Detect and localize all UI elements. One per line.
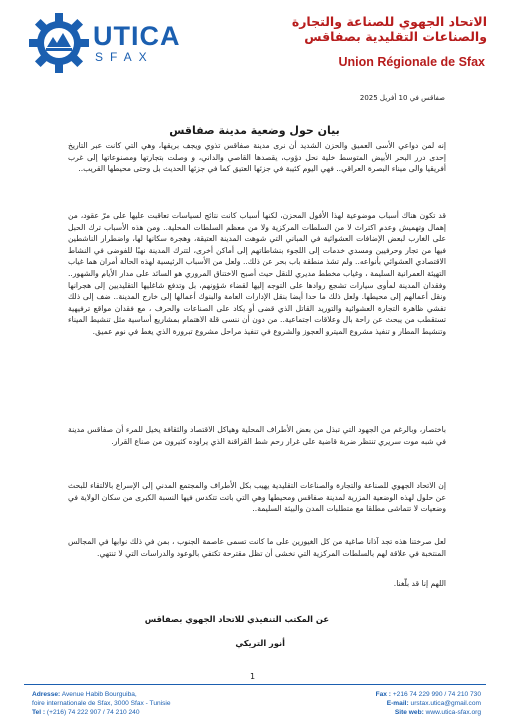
paragraph-6: اللهم إنا قد بلّغنا.	[393, 579, 446, 588]
union-name-arabic	[292, 14, 487, 44]
union-ar-line2: والصناعات التقليدية بصفاقس	[304, 29, 487, 44]
site-label: Site web:	[394, 709, 424, 716]
fax-value: +216 74 229 990 / 74 210 730	[392, 691, 481, 698]
tel-label: Tel :	[32, 709, 46, 716]
address-line1: Avenue Habib Bourguiba,	[61, 691, 137, 698]
paragraph-5: لعل صرختنا هذه تجد آذانا صاغية من كل الغيورين على ما كانت تسمى عاصمة الجنوب ، بمن في ذلك نوابها في المجالس المنتخبة في علاقة لهم بالسلطات المركزية التي نخشى أن تظل مقترحة تكتفي بالوعود والدراسات التي لا تنتهي.	[68, 537, 446, 558]
logo-name: UTICA	[93, 21, 181, 51]
union-name-french: Union Régionale de Sfax	[338, 55, 485, 69]
page-number: 1	[250, 672, 256, 681]
paragraph-1: إنه لمن دواعي الأسى العميق والحزن الشديد أن نرى مدينة صفاقس تذوي ويجف بريقها، وهي التي كانت عبر التاريخ إحدى درر البحر الأبيض المتوسط خلية نحل دؤوب، يقصدها القاصي والداني، و وصلت بتجارتها ومصنوعاتها إلى غرب أفريقيا والى ميناء البصرة العراقي.. فهي اليوم كئيبة في جزئها العتيق كما في جزئها الحديث بل وحتى محيطها القريب..	[68, 141, 446, 174]
letterhead	[0, 0, 509, 92]
tel-value: (+216) 74 222 907 / 74 210 240	[46, 709, 140, 716]
union-ar-line1: الاتحاد الجهوي للصناعة والتجارة	[291, 14, 487, 29]
email-link[interactable]: urstax.utica@gmail.com	[410, 700, 481, 707]
footer-divider	[24, 684, 486, 685]
paragraph-2: قد تكون هناك أسباب موضوعية لهذا الأفول المحزن، لكنها أسباب كانت نتائج لسياسات تعاقبت عليها على مرّ عقود، من إهمال وتهميش وعدم اكتراث لا من السلطات المركزية ولا من معظم السلطات المحلية.. ومن هذه الأسباب ترك الحبل على الغارب لبعض الإضافات العشوائية في المباني التي شوهت المدينة العتيقة، وهجرة سكانها لها، واضطرار الناشطين فيها من تجار وحرفيين ومسدي خدمات إلى اللجوء بنشاطاتهم إلى أماكن أخرى، لتترك المدينة نهبًا للفوضى في النشاط الاقتصادي العشوائي بأنواعه.. ولم تشذ منطقة باب بحر عن ذلك.. ولعل من الأسباب الرئيسية لهذه الحالة أمران هما غياب التهيئة العمرانية السليمة ، وغياب مخطط مديري للنقل حيث أصبح الاختناق المروري هو السائد على مدار الأيام والشهور.. وفقدان المدينة لمأوى سيارات تشجع روادها على التوجه إليها لقضاء شؤونهم، بل وتدفع شاغليها التقليديين إلى هجرانها ونقل أعمالهم إلى محيطها. ولعل ذلك ما حدا أيضا بنقل الإدارات العامة والبنوك أعمالها إلى خارج المدينة.. ضف إلى ذلك تفشي ظاهرة التجارة العشوائية والتوريد القاتل الذي قضى أو يكاد على الصناعات والحرف ، مع فقدان مواقع ترفيهية تستقطب من يبحث عن راحة بال وعلاقات اجتماعية.. من دون أن ننسى قلة الاهتمام بمشاريع أساسية مثل تنشيط الميناء وتنشيط المطار و تنفيذ مشروع الميترو العجوز والشروع في تنفيذ مراحل مشروع تبرورة الذي يغط في نوم عميق.	[68, 211, 446, 336]
email-label: E-mail:	[386, 700, 409, 707]
footer-contact	[376, 690, 481, 717]
document-title: بيان حول وضعية مدينة صفاقس	[169, 124, 340, 137]
paragraph-4: إن الاتحاد الجهوي للصناعة والتجارة والصناعات التقليدية يهيب بكل الأطراف والمجتمع المدني إلى الإسراع بالالتقاء للبحث عن حلول لهذه الوضعية المزرية لمدينة صفاقس ومحيطها وهي التي باتت تتكدس فيها النسبة الكبرى من سكان الولاية في وضعيات لا تتماشى مطلقا مع متطلبات المدن والبيئة السليمة..	[68, 481, 446, 514]
signature-office: عن المكتب التنفيذي للاتحاد الجهوي بصفاقس	[144, 614, 329, 624]
utica-gear-logo-icon	[27, 11, 91, 75]
address-label: Adresse:	[32, 691, 61, 698]
signature-name: أنور التريكي	[235, 638, 285, 648]
document-date: صفاقس في 10 أفريل 2025	[359, 94, 445, 102]
utica-logo	[93, 22, 181, 64]
logo-city: SFAX	[95, 50, 154, 64]
paragraph-3: باختصار، وبالرغم من الجهود التي تبذل من بعض الأطراف المحلية وهياكل الاقتصاد والثقافة يخيل للمرء أن صفاقس مدينة في شبه موت سريري تنتظر ضربة قاضية على غرار رحم شط القراقنة الذي يراوده كثيرون من صناع القرار.	[68, 425, 446, 446]
website-link[interactable]: www.utica-sfax.org	[425, 709, 481, 716]
fax-label: Fax :	[375, 691, 391, 698]
footer-address	[32, 690, 171, 717]
address-line2: foire internationale de Sfax, 3000 Sfax - Tunisie	[32, 700, 171, 707]
